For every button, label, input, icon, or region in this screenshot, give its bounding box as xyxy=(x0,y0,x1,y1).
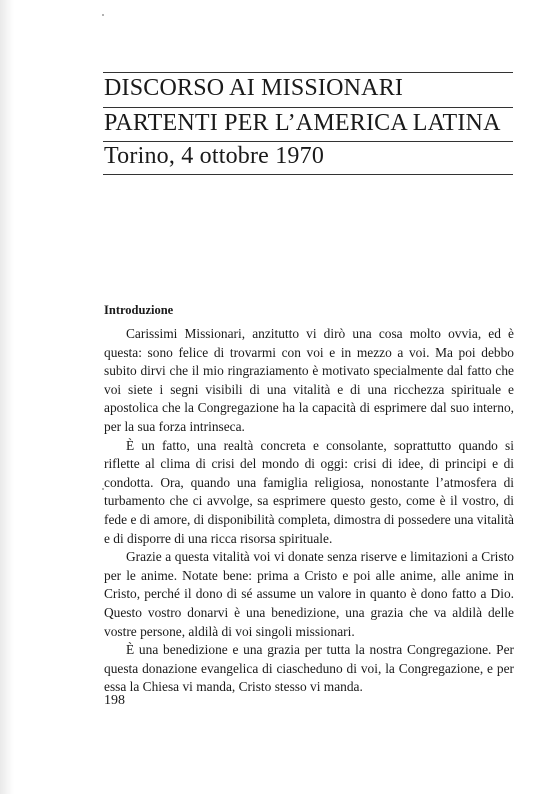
title-rule-2 xyxy=(103,141,513,142)
title-line-1: DISCORSO AI MISSIONARI xyxy=(104,75,404,101)
title-line-3: Torino, 4 ottobre 1970 xyxy=(104,143,325,169)
paragraph-4: È una benedizione e una grazia per tutta la nostra Congregazione. Per questa donazione evangelica di ciascheduno di voi, la Congregazione, e per essa la Chiesa vi manda, Cristo stesso vi manda. xyxy=(104,642,514,695)
paragraph-3: Grazie a questa vitalità voi vi donate senza riserve e limitazioni a Cristo per le anime. Notate bene: prima a Cristo e poi alle anime, alle anime in Cristo, perché il dono di sé assume un valore in quanto è dono fatto a Dio. Questo vostro donarvi è una benedizione, una grazia che va aldilà delle vostre persone, aldilà di voi singoli missionari. xyxy=(104,549,514,639)
title-rule-top xyxy=(103,72,513,73)
paragraph-2: È un fatto, una realtà concreta e consolante, soprattutto quando si riflette al clima di crisi del mondo di oggi: crisi di idee, di principi e di condotta. Ora, quando una famiglia religiosa, nonostante l’atmosfera di turbamento che ci avvolge, sa esprimere questo gesto, come è il vostro, di fede e di amore, di disponibilità completa, dimostra di possedere una vitalità e di disporre di una ricca risorsa spirituale. xyxy=(104,437,514,546)
title-rule-bottom xyxy=(103,174,513,175)
title-line-2: PARTENTI PER L’AMERICA LATINA xyxy=(104,110,501,136)
section-heading: Introduzione xyxy=(104,303,174,317)
title-rule-1 xyxy=(103,107,513,108)
body-text xyxy=(104,325,514,697)
scan-shadow xyxy=(0,0,14,794)
page-number: 198 xyxy=(104,693,125,708)
scan-speck xyxy=(102,14,104,16)
paragraph-1: Carissimi Missionari, anzitutto vi dirò una cosa molto ovvia, ed è questa: sono felice di trovarmi con voi e in mezzo a voi. Ma poi debbo subito dirvi che il mio ringraziamento è motivato specialmente dal fatto che voi siete i segni visibili di una vitalità e di una ricchezza spirituale e apostolica che la Congregazione ha la capacità di esprimere dal suo interno, per la sua forza intrinseca. xyxy=(104,326,514,434)
